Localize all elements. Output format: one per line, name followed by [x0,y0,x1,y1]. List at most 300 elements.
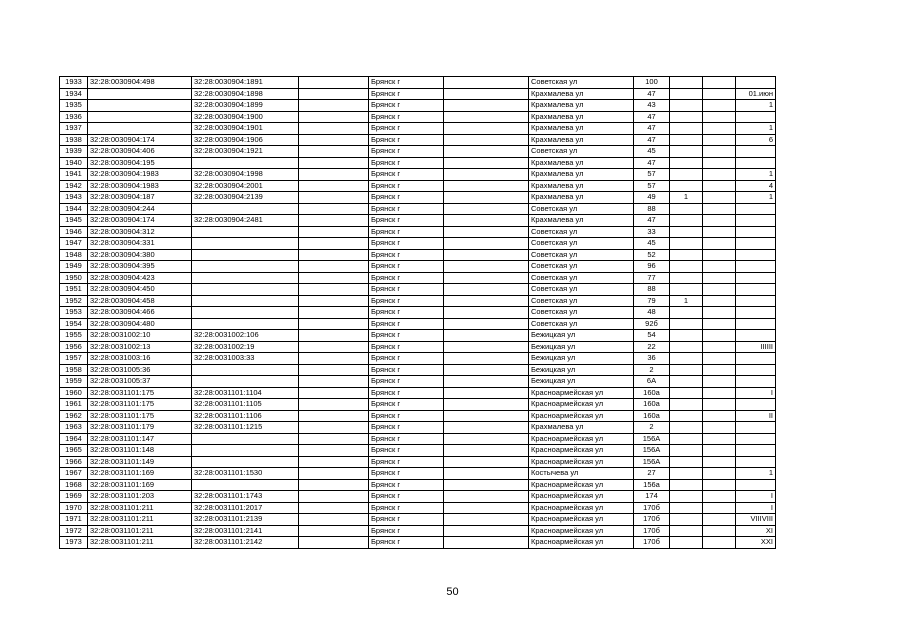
cadastral-number-2-cell: 32:28:0031101:1215 [192,422,299,434]
count-column-cell [670,123,703,135]
blank-column-3-cell [703,100,736,112]
blank-column-2-cell [444,157,529,169]
house-number-cell: 45 [634,238,670,250]
table-row [60,77,776,89]
cadastral-number-2-cell: 32:28:0030904:2001 [192,180,299,192]
house-number-cell: 47 [634,215,670,227]
blank-column-3-cell [703,261,736,273]
house-number-cell: 22 [634,341,670,353]
cadastral-number-2-cell: 32:28:0030904:1906 [192,134,299,146]
house-number-cell: 48 [634,307,670,319]
blank-column-cell [299,502,369,514]
row-number-cell: 1948 [60,249,88,261]
flat-number-cell [736,146,776,158]
blank-column-3-cell [703,341,736,353]
cadastral-number-2-cell: 32:28:0031003:33 [192,353,299,365]
blank-column-cell [299,387,369,399]
row-number-cell: 1960 [60,387,88,399]
house-number-cell: 47 [634,111,670,123]
count-column-cell [670,468,703,480]
city-cell: Брянск г [369,203,444,215]
row-number-cell: 1972 [60,525,88,537]
city-cell: Брянск г [369,376,444,388]
blank-column-3-cell [703,479,736,491]
blank-column-cell [299,134,369,146]
blank-column-2-cell [444,77,529,89]
flat-number-cell: 6 [736,134,776,146]
blank-column-3-cell [703,88,736,100]
city-cell: Брянск г [369,295,444,307]
blank-column-2-cell [444,226,529,238]
flat-number-cell [736,249,776,261]
street-cell: Красноармейская ул [529,399,634,411]
cadastral-number-2-cell [192,284,299,296]
house-number-cell: 96 [634,261,670,273]
blank-column-3-cell [703,353,736,365]
flat-number-cell: 1 [736,123,776,135]
blank-column-3-cell [703,422,736,434]
count-column-cell [670,261,703,273]
cadastral-number-2-cell: 32:28:0030904:1891 [192,77,299,89]
row-number-cell: 1956 [60,341,88,353]
street-cell: Крахмалева ул [529,134,634,146]
city-cell: Брянск г [369,157,444,169]
blank-column-2-cell [444,445,529,457]
blank-column-2-cell [444,537,529,549]
blank-column-cell [299,307,369,319]
cadastral-number-cell: 32:28:0030904:466 [88,307,192,319]
cadastral-number-cell: 32:28:0031002:10 [88,330,192,342]
blank-column-2-cell [444,123,529,135]
blank-column-cell [299,192,369,204]
cadastral-number-cell: 32:28:0031002:13 [88,341,192,353]
cadastral-number-cell: 32:28:0030904:480 [88,318,192,330]
house-number-cell: 2 [634,364,670,376]
table-row [60,111,776,123]
house-number-cell: 47 [634,88,670,100]
count-column-cell [670,180,703,192]
cadastral-number-2-cell: 32:28:0031002:19 [192,341,299,353]
blank-column-cell [299,157,369,169]
cadastral-number-2-cell [192,479,299,491]
blank-column-3-cell [703,491,736,503]
house-number-cell: 160а [634,387,670,399]
flat-number-cell [736,456,776,468]
street-cell: Крахмалева ул [529,88,634,100]
blank-column-2-cell [444,502,529,514]
cadastral-number-cell: 32:28:0031101:147 [88,433,192,445]
cadastral-number-cell: 32:28:0031101:203 [88,491,192,503]
row-number-cell: 1953 [60,307,88,319]
blank-column-3-cell [703,169,736,181]
blank-column-cell [299,203,369,215]
cadastral-number-2-cell: 32:28:0031101:2017 [192,502,299,514]
table-row [60,249,776,261]
street-cell: Советская ул [529,77,634,89]
table-row [60,203,776,215]
city-cell: Брянск г [369,88,444,100]
street-cell: Советская ул [529,295,634,307]
row-number-cell: 1962 [60,410,88,422]
row-number-cell: 1934 [60,88,88,100]
city-cell: Брянск г [369,77,444,89]
blank-column-2-cell [444,468,529,480]
cadastral-number-cell: 32:28:0030904:395 [88,261,192,273]
house-number-cell: 57 [634,169,670,181]
flat-number-cell: VIIIVIII [736,514,776,526]
house-number-cell: 156А [634,445,670,457]
cadastral-number-cell: 32:28:0030904:1983 [88,180,192,192]
cadastral-number-cell: 32:28:0031101:211 [88,537,192,549]
blank-column-2-cell [444,249,529,261]
cadastral-table [59,76,776,549]
cadastral-number-cell [88,123,192,135]
street-cell: Советская ул [529,249,634,261]
city-cell: Брянск г [369,387,444,399]
table-row [60,399,776,411]
blank-column-2-cell [444,238,529,250]
count-column-cell [670,410,703,422]
cadastral-number-2-cell: 32:28:0030904:2139 [192,192,299,204]
count-column-cell [670,284,703,296]
flat-number-cell [736,77,776,89]
blank-column-cell [299,479,369,491]
street-cell: Крахмалева ул [529,422,634,434]
count-column-cell [670,100,703,112]
street-cell: Красноармейская ул [529,456,634,468]
street-cell: Советская ул [529,238,634,250]
flat-number-cell: IIIIII [736,341,776,353]
flat-number-cell [736,261,776,273]
row-number-cell: 1947 [60,238,88,250]
cadastral-number-cell: 32:28:0031101:175 [88,410,192,422]
row-number-cell: 1969 [60,491,88,503]
table-row [60,341,776,353]
blank-column-3-cell [703,249,736,261]
row-number-cell: 1971 [60,514,88,526]
blank-column-3-cell [703,134,736,146]
blank-column-3-cell [703,295,736,307]
blank-column-cell [299,376,369,388]
blank-column-cell [299,318,369,330]
row-number-cell: 1937 [60,123,88,135]
count-column-cell [670,307,703,319]
blank-column-cell [299,330,369,342]
count-column-cell [670,364,703,376]
house-number-cell: 156А [634,456,670,468]
count-column-cell [670,77,703,89]
house-number-cell: 92б [634,318,670,330]
cadastral-number-2-cell [192,238,299,250]
city-cell: Брянск г [369,111,444,123]
blank-column-2-cell [444,422,529,434]
cadastral-number-cell: 32:28:0031101:169 [88,479,192,491]
blank-column-3-cell [703,77,736,89]
city-cell: Брянск г [369,399,444,411]
row-number-cell: 1964 [60,433,88,445]
house-number-cell: 36 [634,353,670,365]
house-number-cell: 47 [634,157,670,169]
blank-column-2-cell [444,410,529,422]
street-cell: Красноармейская ул [529,445,634,457]
flat-number-cell [736,284,776,296]
city-cell: Брянск г [369,238,444,250]
flat-number-cell: II [736,410,776,422]
table-row [60,376,776,388]
row-number-cell: 1952 [60,295,88,307]
flat-number-cell [736,330,776,342]
street-cell: Красноармейская ул [529,491,634,503]
count-column-cell [670,249,703,261]
blank-column-2-cell [444,169,529,181]
blank-column-cell [299,180,369,192]
count-column-cell [670,203,703,215]
table-row [60,537,776,549]
blank-column-cell [299,514,369,526]
cadastral-number-cell: 32:28:0031101:211 [88,525,192,537]
blank-column-3-cell [703,192,736,204]
blank-column-2-cell [444,341,529,353]
house-number-cell: 6А [634,376,670,388]
row-number-cell: 1966 [60,456,88,468]
city-cell: Брянск г [369,284,444,296]
count-column-cell [670,341,703,353]
blank-column-2-cell [444,272,529,284]
street-cell: Красноармейская ул [529,525,634,537]
street-cell: Советская ул [529,284,634,296]
blank-column-3-cell [703,111,736,123]
count-column-cell [670,525,703,537]
flat-number-cell [736,215,776,227]
cadastral-number-cell: 32:28:0030904:187 [88,192,192,204]
flat-number-cell [736,422,776,434]
count-column-cell [670,491,703,503]
cadastral-number-2-cell [192,307,299,319]
street-cell: Красноармейская ул [529,479,634,491]
blank-column-cell [299,88,369,100]
blank-column-2-cell [444,514,529,526]
street-cell: Советская ул [529,272,634,284]
row-number-cell: 1943 [60,192,88,204]
blank-column-2-cell [444,330,529,342]
street-cell: Бежицкая ул [529,341,634,353]
table-row [60,134,776,146]
city-cell: Брянск г [369,330,444,342]
table-row [60,387,776,399]
street-cell: Крахмалева ул [529,100,634,112]
cadastral-number-2-cell: 32:28:0031101:2142 [192,537,299,549]
table-row [60,468,776,480]
blank-column-cell [299,537,369,549]
blank-column-3-cell [703,123,736,135]
cadastral-number-cell: 32:28:0030904:174 [88,215,192,227]
blank-column-3-cell [703,537,736,549]
flat-number-cell [736,307,776,319]
row-number-cell: 1951 [60,284,88,296]
blank-column-2-cell [444,192,529,204]
row-number-cell: 1963 [60,422,88,434]
row-number-cell: 1959 [60,376,88,388]
blank-column-3-cell [703,410,736,422]
count-column-cell [670,88,703,100]
row-number-cell: 1968 [60,479,88,491]
blank-column-cell [299,456,369,468]
blank-column-cell [299,111,369,123]
count-column-cell [670,456,703,468]
page-number: 50 [446,586,459,598]
cadastral-number-2-cell: 32:28:0030904:1900 [192,111,299,123]
blank-column-2-cell [444,88,529,100]
blank-column-cell [299,353,369,365]
count-column-cell [670,433,703,445]
house-number-cell: 100 [634,77,670,89]
flat-number-cell: I [736,502,776,514]
blank-column-2-cell [444,261,529,273]
blank-column-cell [299,364,369,376]
table-row [60,123,776,135]
cadastral-number-cell: 32:28:0031101:211 [88,502,192,514]
house-number-cell: 170б [634,525,670,537]
table-row [60,226,776,238]
cadastral-number-2-cell: 32:28:0030904:1901 [192,123,299,135]
house-number-cell: 174 [634,491,670,503]
row-number-cell: 1940 [60,157,88,169]
blank-column-3-cell [703,364,736,376]
cadastral-number-2-cell [192,433,299,445]
street-cell: Красноармейская ул [529,514,634,526]
street-cell: Советская ул [529,307,634,319]
row-number-cell: 1938 [60,134,88,146]
blank-column-2-cell [444,146,529,158]
cadastral-number-2-cell [192,445,299,457]
blank-column-cell [299,341,369,353]
row-number-cell: 1946 [60,226,88,238]
flat-number-cell [736,238,776,250]
count-column-cell [670,272,703,284]
count-column-cell [670,422,703,434]
cadastral-number-2-cell: 32:28:0030904:1921 [192,146,299,158]
city-cell: Брянск г [369,479,444,491]
count-column-cell [670,399,703,411]
count-column-cell [670,215,703,227]
row-number-cell: 1949 [60,261,88,273]
street-cell: Советская ул [529,203,634,215]
blank-column-2-cell [444,376,529,388]
row-number-cell: 1936 [60,111,88,123]
blank-column-2-cell [444,307,529,319]
blank-column-2-cell [444,479,529,491]
street-cell: Красноармейская ул [529,433,634,445]
flat-number-cell [736,479,776,491]
row-number-cell: 1942 [60,180,88,192]
table-row [60,525,776,537]
city-cell: Брянск г [369,537,444,549]
count-column-cell [670,537,703,549]
blank-column-3-cell [703,387,736,399]
blank-column-3-cell [703,307,736,319]
count-column-cell [670,146,703,158]
row-number-cell: 1941 [60,169,88,181]
table-row [60,157,776,169]
blank-column-3-cell [703,502,736,514]
cadastral-number-cell: 32:28:0031003:16 [88,353,192,365]
blank-column-2-cell [444,215,529,227]
flat-number-cell [736,111,776,123]
cadastral-number-cell [88,88,192,100]
row-number-cell: 1935 [60,100,88,112]
blank-column-cell [299,215,369,227]
city-cell: Брянск г [369,491,444,503]
blank-column-cell [299,77,369,89]
street-cell: Крахмалева ул [529,157,634,169]
flat-number-cell [736,353,776,365]
table-row [60,318,776,330]
row-number-cell: 1965 [60,445,88,457]
house-number-cell: 45 [634,146,670,158]
house-number-cell: 160а [634,399,670,411]
table-row [60,353,776,365]
table-row [60,330,776,342]
street-cell: Крахмалева ул [529,192,634,204]
row-number-cell: 1961 [60,399,88,411]
blank-column-cell [299,525,369,537]
cadastral-number-cell: 32:28:0031101:211 [88,514,192,526]
blank-column-2-cell [444,456,529,468]
cadastral-number-cell: 32:28:0030904:312 [88,226,192,238]
blank-column-3-cell [703,330,736,342]
table-row [60,479,776,491]
cadastral-number-cell [88,100,192,112]
city-cell: Брянск г [369,318,444,330]
table-body [60,77,776,549]
table-row [60,491,776,503]
table-row [60,514,776,526]
count-column-cell: 1 [670,295,703,307]
table-row [60,272,776,284]
blank-column-3-cell [703,215,736,227]
count-column-cell [670,134,703,146]
blank-column-3-cell [703,226,736,238]
count-column-cell [670,502,703,514]
table-row [60,238,776,250]
flat-number-cell: 1 [736,100,776,112]
flat-number-cell [736,318,776,330]
row-number-cell: 1945 [60,215,88,227]
blank-column-2-cell [444,353,529,365]
street-cell: Советская ул [529,318,634,330]
cadastral-number-cell: 32:28:0031101:175 [88,387,192,399]
blank-column-cell [299,249,369,261]
count-column-cell [670,111,703,123]
cadastral-number-2-cell: 32:28:0031101:2139 [192,514,299,526]
street-cell: Красноармейская ул [529,502,634,514]
blank-column-cell [299,433,369,445]
table-row [60,88,776,100]
row-number-cell: 1957 [60,353,88,365]
table-row [60,169,776,181]
city-cell: Брянск г [369,341,444,353]
row-number-cell: 1954 [60,318,88,330]
house-number-cell: 2 [634,422,670,434]
count-column-cell [670,226,703,238]
blank-column-cell [299,284,369,296]
cadastral-number-cell: 32:28:0030904:406 [88,146,192,158]
blank-column-cell [299,169,369,181]
flat-number-cell: I [736,387,776,399]
house-number-cell: 27 [634,468,670,480]
row-number-cell: 1958 [60,364,88,376]
count-column-cell: 1 [670,192,703,204]
